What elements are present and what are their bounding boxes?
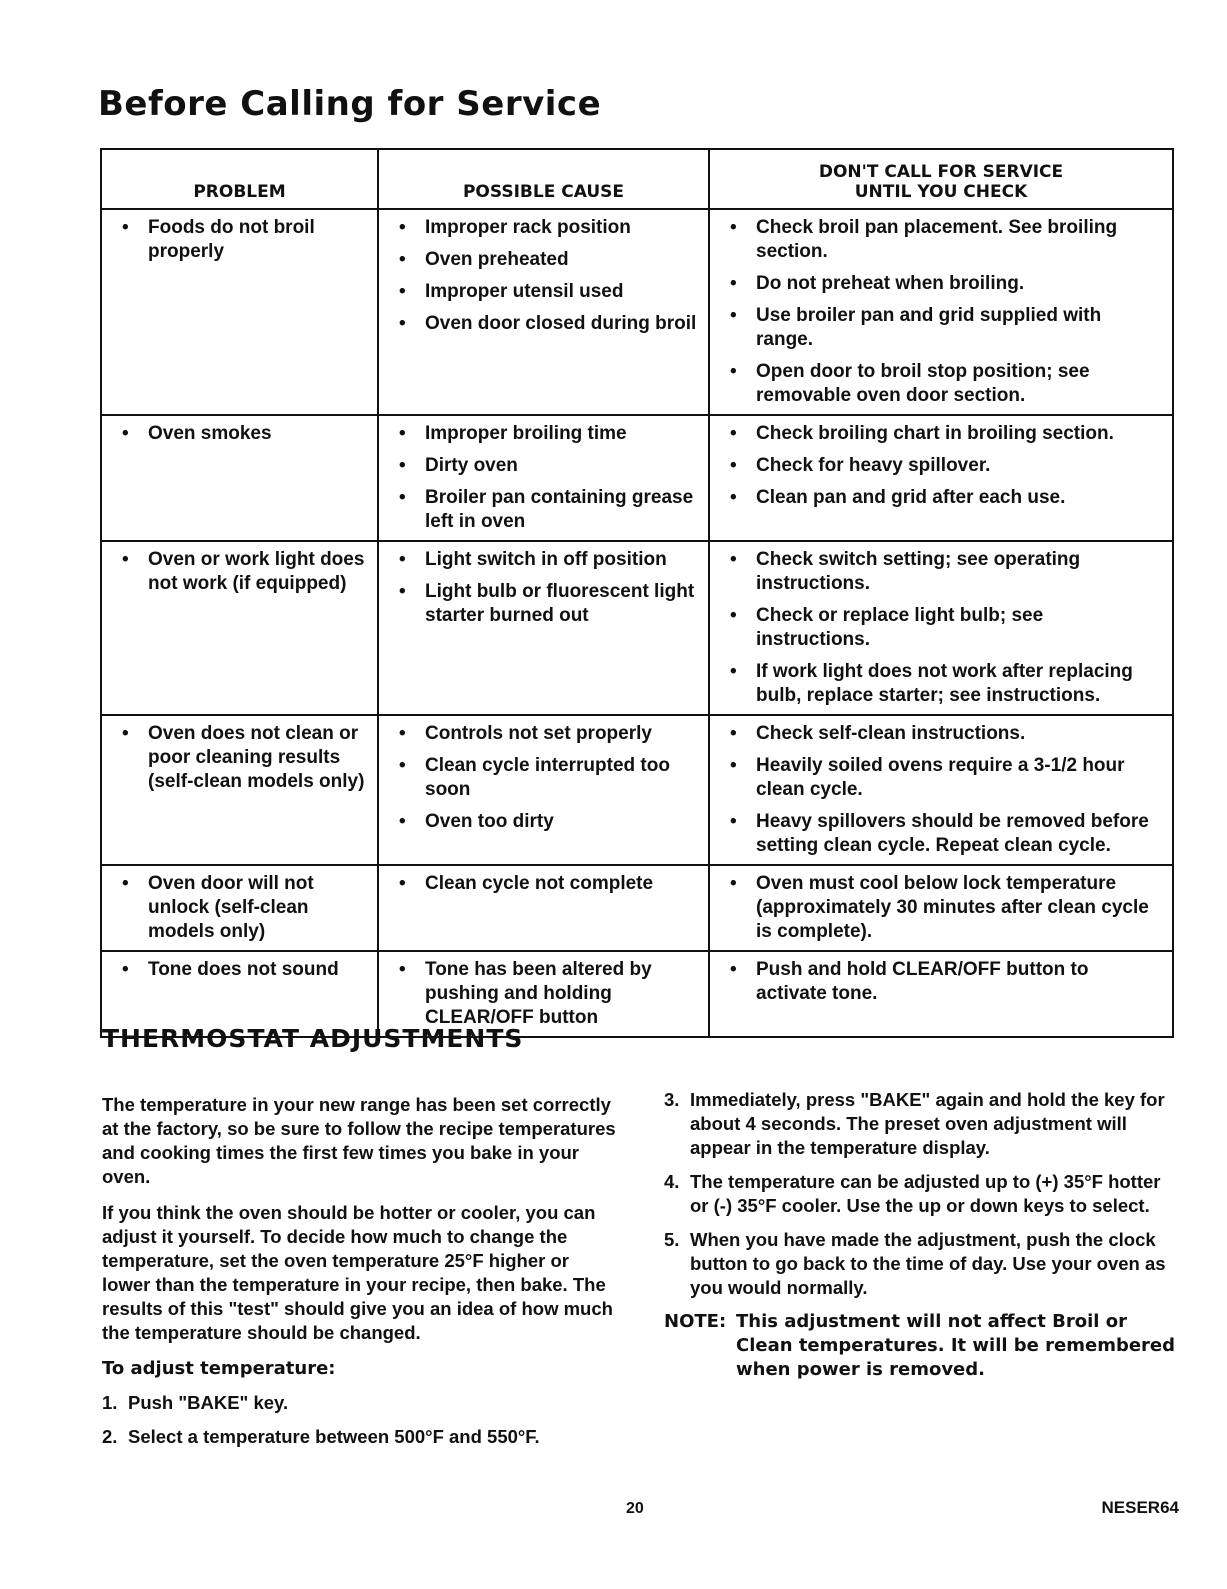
problem-item: • Tone does not sound [114, 958, 367, 982]
check-list [722, 722, 1162, 858]
cause-item: • Oven too dirty [391, 810, 698, 834]
check-item: • Check or replace light bulb; see instructions. [722, 604, 1162, 652]
cause-item: • Light bulb or fluorescent light starter burned out [391, 580, 698, 628]
step-item [664, 1228, 1178, 1300]
problem-cell [101, 541, 378, 715]
thermostat-intro-paragraph: The temperature in your new range has been set correctly at the factory, so be sure to follow the recipe temperatures and cooking times the first few times you bake in your oven. [102, 1094, 616, 1187]
cause-item: • Dirty oven [391, 454, 698, 478]
cause-item: • Tone has been altered by pushing and holding CLEAR/OFF button [391, 958, 698, 1030]
cause-list [391, 216, 698, 336]
cause-list [391, 722, 698, 834]
cause-cell [378, 415, 709, 541]
problem-cell [101, 415, 378, 541]
cause-cell [378, 209, 709, 415]
check-item: • Check broil pan placement. See broiling section. [722, 216, 1162, 264]
check-item: • Oven must cool below lock temperature (approximately 30 minutes after clean cycle is complete). [722, 872, 1162, 944]
problem-cell [101, 865, 378, 951]
check-cell [709, 715, 1173, 865]
thermostat-right-column [664, 1088, 1178, 1382]
problem-item: • Oven door will not unlock (self-clean models only) [114, 872, 367, 944]
problem-list [114, 872, 367, 944]
cause-list [391, 548, 698, 628]
cause-list [391, 958, 698, 1030]
check-item: • Use broiler pan and grid supplied with range. [722, 304, 1162, 352]
check-item: • Heavily soiled ovens require a 3-1/2 hour clean cycle. [722, 754, 1162, 802]
check-item: • Check self-clean instructions. [722, 722, 1162, 746]
adjust-temperature-subheading: To adjust temperature: [102, 1358, 336, 1379]
step-item [664, 1088, 1178, 1160]
step-number: 1. [102, 1392, 118, 1413]
header-check-line1: DON'T CALL FOR SERVICE [818, 162, 1064, 182]
cause-list [391, 422, 698, 534]
header-problem: PROBLEM [101, 149, 378, 209]
cause-item: • Light switch in off position [391, 548, 698, 572]
page-number: 20 [626, 1500, 644, 1517]
check-cell [709, 951, 1173, 1037]
page-title: Before Calling for Service [98, 84, 602, 124]
step-text: Select a temperature between 500°F and 550°F. [128, 1426, 540, 1447]
check-item: • Push and hold CLEAR/OFF button to activate tone. [722, 958, 1162, 1006]
problem-list [114, 548, 367, 596]
cause-item: • Improper rack position [391, 216, 698, 240]
table-row [101, 415, 1173, 541]
check-list [722, 958, 1162, 1006]
step-number: 3. [664, 1089, 680, 1110]
cause-item: • Improper utensil used [391, 280, 698, 304]
problem-list [114, 216, 367, 264]
table-row [101, 715, 1173, 865]
cause-item: • Clean cycle not complete [391, 872, 698, 896]
cause-cell [378, 715, 709, 865]
cause-cell [378, 541, 709, 715]
table-header-row [101, 149, 1173, 209]
check-cell [709, 865, 1173, 951]
check-item: • Heavy spillovers should be removed before setting clean cycle. Repeat clean cycle. [722, 810, 1162, 858]
thermostat-left-column [102, 1093, 618, 1459]
thermostat-heading: THERMOSTAT ADJUSTMENTS [102, 1024, 524, 1053]
check-item: • Open door to broil stop position; see removable oven door section. [722, 360, 1162, 408]
cause-item: • Broiler pan containing grease left in oven [391, 486, 698, 534]
header-check-line2: UNTIL YOU CHECK [854, 182, 1028, 202]
problem-list [114, 422, 367, 446]
step-text: Immediately, press "BAKE" again and hold the key for about 4 seconds. The preset oven adjustment will appear in the temperature display. [690, 1089, 1165, 1158]
step-number: 2. [102, 1426, 118, 1447]
check-list [722, 872, 1162, 944]
table-row [101, 541, 1173, 715]
check-cell [709, 541, 1173, 715]
problem-item: • Oven smokes [114, 422, 367, 446]
step-item [102, 1391, 618, 1415]
cause-item: • Clean cycle interrupted too soon [391, 754, 698, 802]
note-text: This adjustment will not affect Broil or Clean temperatures. It will be remembered when power is removed. [736, 1311, 1176, 1380]
cause-item: • Controls not set properly [391, 722, 698, 746]
step-text: The temperature can be adjusted up to (+) 35°F hotter or (-) 35°F cooler. Use the up or down keys to select. [690, 1171, 1161, 1216]
table-body [101, 209, 1173, 1037]
header-check [709, 149, 1173, 209]
header-possible-cause: POSSIBLE CAUSE [378, 149, 709, 209]
cause-item: • Improper broiling time [391, 422, 698, 446]
table-row [101, 865, 1173, 951]
troubleshooting-table [100, 148, 1174, 1038]
check-item: • Clean pan and grid after each use. [722, 486, 1162, 510]
step-item [102, 1425, 618, 1449]
step-item [664, 1170, 1178, 1218]
step-text: When you have made the adjustment, push the clock button to go back to the time of day. Use your oven as you would normally. [690, 1229, 1166, 1298]
problem-cell [101, 715, 378, 865]
check-list [722, 216, 1162, 408]
check-item: • Check switch setting; see operating instructions. [722, 548, 1162, 596]
steps-list-left [102, 1391, 618, 1449]
step-number: 5. [664, 1229, 680, 1250]
check-item: • Do not preheat when broiling. [722, 272, 1162, 296]
problem-item: • Foods do not broil properly [114, 216, 367, 264]
table-row [101, 209, 1173, 415]
note-block [664, 1310, 1178, 1382]
check-item: • Check for heavy spillover. [722, 454, 1162, 478]
check-cell [709, 415, 1173, 541]
cause-list [391, 872, 698, 896]
cause-item: • Oven preheated [391, 248, 698, 272]
step-text: Push "BAKE" key. [128, 1392, 289, 1413]
document-code: NESER64 [1101, 1498, 1179, 1517]
problem-list [114, 958, 367, 982]
problem-list [114, 722, 367, 794]
check-item: • If work light does not work after replacing bulb, replace starter; see instructions. [722, 660, 1162, 708]
thermostat-test-paragraph: If you think the oven should be hotter or cooler, you can adjust it yourself. To decide how much to change the temperature, set the oven temperature 25°F higher or lower than the temperature in your recipe, then bake. The results of this "test" should give you an idea of how much the temperature should be changed. [102, 1202, 613, 1343]
check-list [722, 422, 1162, 510]
check-list [722, 548, 1162, 708]
cause-item: • Oven door closed during broil [391, 312, 698, 336]
problem-item: • Oven does not clean or poor cleaning results (self-clean models only) [114, 722, 367, 794]
check-item: • Check broiling chart in broiling section. [722, 422, 1162, 446]
problem-cell [101, 209, 378, 415]
step-number: 4. [664, 1171, 680, 1192]
steps-list-right [664, 1088, 1178, 1300]
cause-cell [378, 865, 709, 951]
check-cell [709, 209, 1173, 415]
problem-item: • Oven or work light does not work (if equipped) [114, 548, 367, 596]
note-label: NOTE: [664, 1311, 727, 1332]
